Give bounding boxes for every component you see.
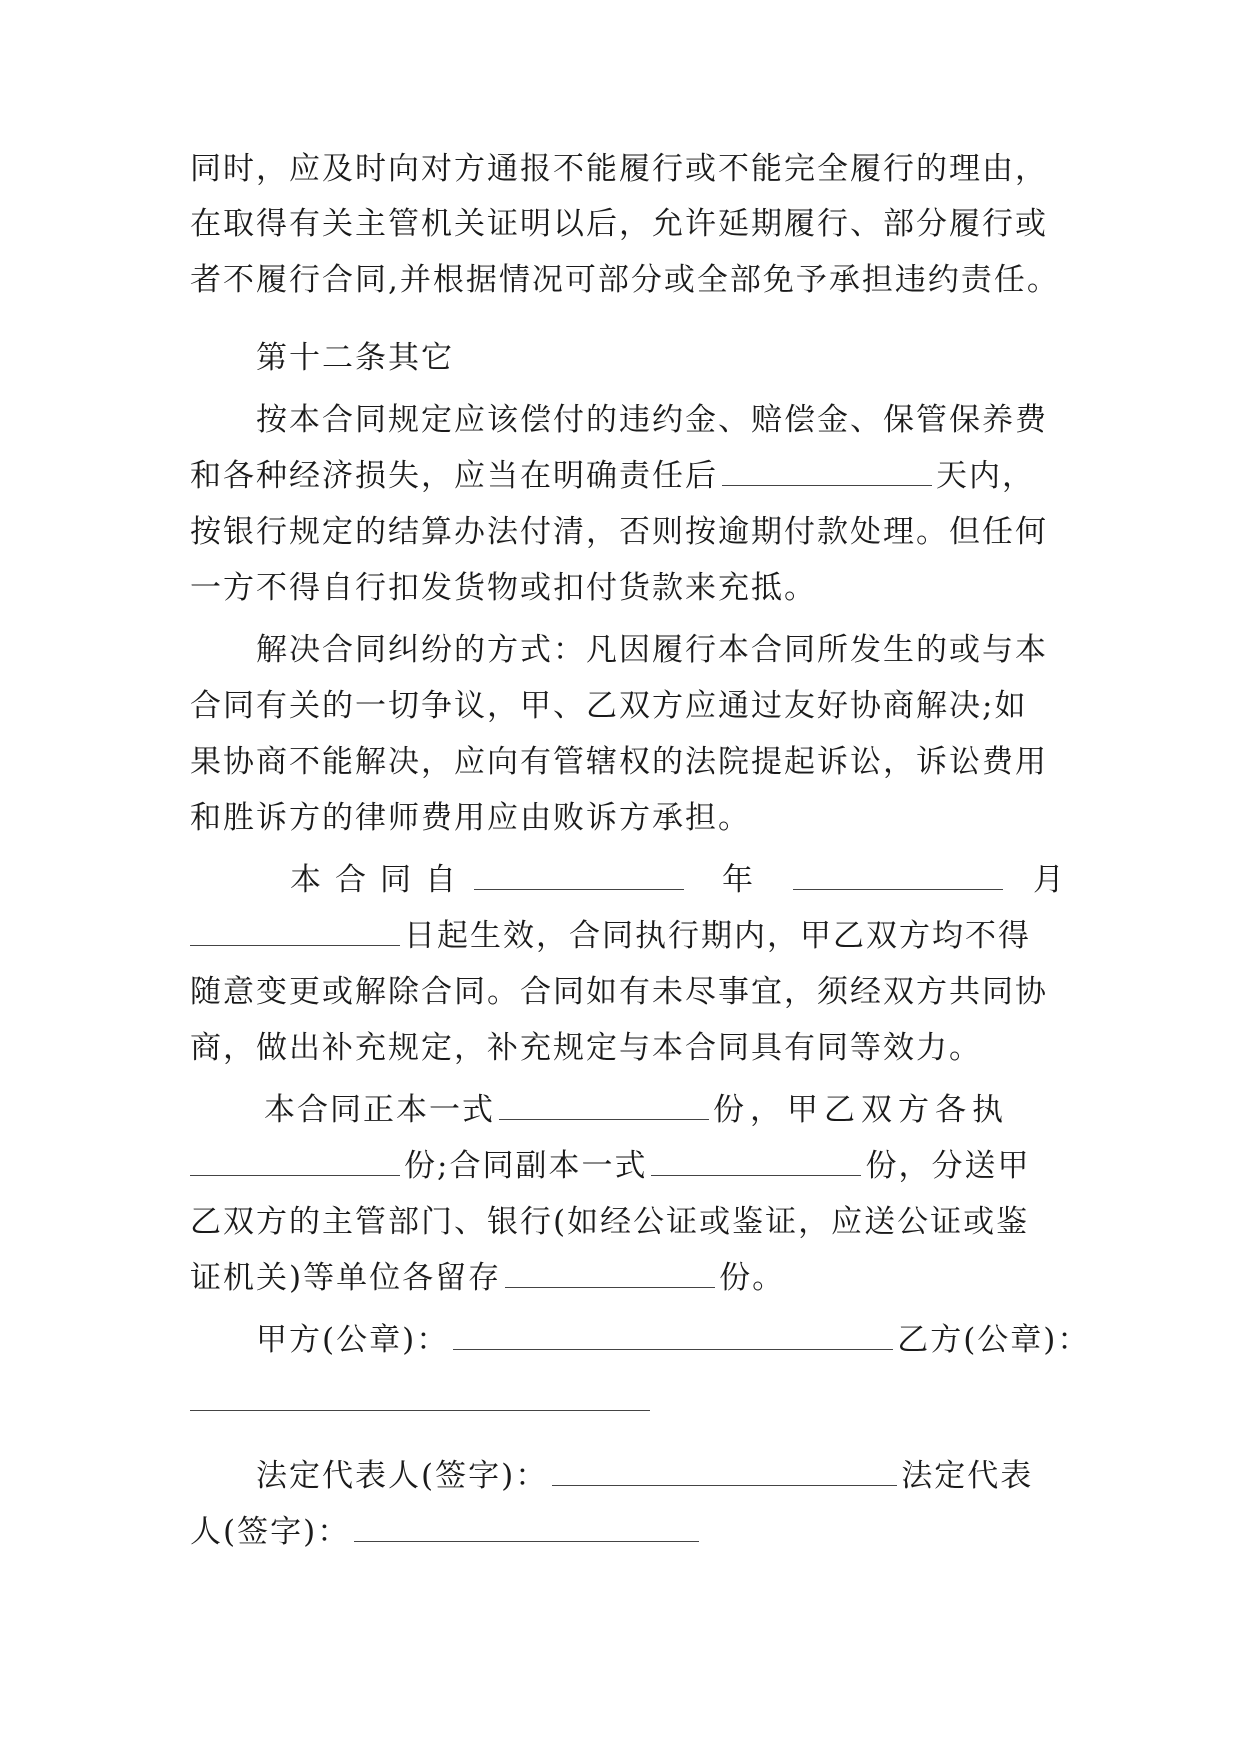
paragraph-line [190,448,1050,504]
paragraph-line: 商，做出补充规定，补充规定与本合同具有同等效力。 [190,1030,982,1066]
line-text: 法定代表 [901,1458,1034,1494]
paragraph-line: 合同有关的一切争议，甲、乙双方应通过友好协商解决;如 [190,688,1028,724]
fill-blank [651,1174,861,1176]
paragraph-line [190,1250,1050,1306]
line-text: 份。 [719,1260,786,1296]
line-text: 年 [722,862,755,898]
fill-blank [793,888,1003,890]
paragraph-line: 乙双方的主管部门、银行(如经公证或鉴证，应送公证或鉴 [190,1204,1030,1240]
fill-blank [190,1410,650,1411]
paragraph-line [290,852,1066,908]
signature-line-representative [190,1504,1050,1560]
section-heading: 第十二条其它 [256,340,454,376]
line-text: 份，分送甲 [865,1148,1031,1184]
line-text: 份，甲乙双方各执 [713,1092,1009,1128]
fill-blank [190,1174,400,1176]
fill-blank [499,1118,709,1120]
line-text: 法定代表人(签字)： [256,1458,549,1494]
line-text: 证机关)等单位各留存 [190,1260,502,1296]
paragraph-line: 和胜诉方的律师费用应由败诉方承担。 [190,800,751,836]
paragraph-line: 随意变更或解除合同。合同如有未尽事宜，须经双方共同协 [190,974,1048,1010]
fill-blank [722,484,932,486]
paragraph-line: 者不履行合同,并根据情况可部分或全部免予承担违约责任。 [190,262,1060,298]
line-text: 人(签字)： [190,1514,351,1550]
signature-line-representative [256,1448,1050,1504]
line-text: 本合同正本一式 [264,1092,495,1128]
line-text: 份;合同副本一式 [404,1148,648,1184]
line-text: 天内， [936,458,1035,494]
paragraph-line: 按本合同规定应该偿付的违约金、赔偿金、保管保养费 [256,402,1048,438]
fill-blank [354,1540,699,1542]
paragraph-line [264,1082,1050,1138]
signature-line-party-a [256,1312,1091,1368]
line-text: 月 [1033,862,1066,898]
fill-blank [474,888,684,890]
paragraph-line [190,908,1050,964]
paragraph-line: 同时，应及时向对方通报不能履行或不能完全履行的理由， [190,151,1048,187]
paragraph-line: 在取得有关主管机关证明以后，允许延期履行、部分履行或 [190,206,1048,242]
paragraph-line [190,1138,1050,1194]
paragraph-line: 一方不得自行扣发货物或扣付货款来充抵。 [190,570,817,606]
paragraph-line: 按银行规定的结算办法付清，否则按逾期付款处理。但任何 [190,514,1048,550]
line-text: 本合同自 [290,862,470,898]
paragraph-line: 果协商不能解决，应向有管辖权的法院提起诉讼，诉讼费用 [190,744,1048,780]
line-text: 乙方(公章)： [897,1322,1091,1358]
fill-blank [552,1484,897,1486]
fill-blank [453,1348,893,1350]
line-text: 甲方(公章)： [256,1322,450,1358]
fill-blank [190,944,400,946]
line-text: 和各种经济损失，应当在明确责任后 [190,458,718,494]
paragraph-line: 解决合同纠纷的方式：凡因履行本合同所发生的或与本 [256,632,1048,668]
line-text: 日起生效，合同执行期内，甲乙双方均不得 [404,918,1031,954]
fill-blank [505,1286,715,1288]
